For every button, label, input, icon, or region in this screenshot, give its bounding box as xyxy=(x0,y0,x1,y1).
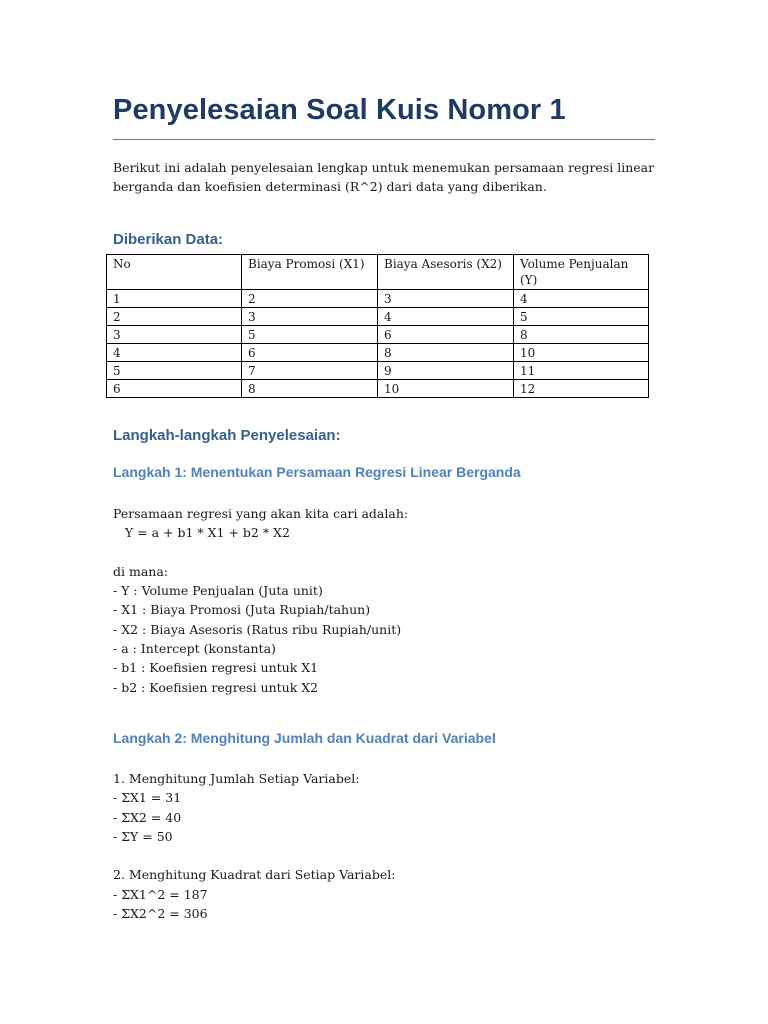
step2-line: - ΣX2^2 = 306 xyxy=(113,906,208,922)
step2-body xyxy=(113,769,673,923)
table-cell: 7 xyxy=(242,362,378,380)
table-cell: 10 xyxy=(378,380,514,398)
table-header-cell: Biaya Promosi (X1) xyxy=(242,255,378,290)
step1-line: - a : Intercept (konstanta) xyxy=(113,641,276,657)
table-row xyxy=(107,290,649,308)
intro-paragraph: Berikut ini adalah penyelesaian lengkap untuk menemukan persamaan regresi linear berganda dan koefisien determinasi (R^2) dari data yang diberikan. xyxy=(113,160,655,194)
step1-line: - X1 : Biaya Promosi (Juta Rupiah/tahun) xyxy=(113,602,371,618)
step2-line: - ΣY = 50 xyxy=(113,828,173,844)
step2-line xyxy=(113,846,673,865)
table-cell: 4 xyxy=(107,344,242,362)
table-cell: 5 xyxy=(107,362,242,380)
step1-line: - b1 : Koefisien regresi untuk X1 xyxy=(113,660,319,676)
title-underline xyxy=(113,139,655,140)
step1-line: Persamaan regresi yang akan kita cari adalah: xyxy=(113,506,409,521)
step1-heading: Langkah 1: Menentukan Persamaan Regresi Linear Berganda xyxy=(113,464,521,480)
table-header-cell: Biaya Asesoris (X2) xyxy=(378,255,514,290)
step1-line: - Y : Volume Penjualan (Juta unit) xyxy=(113,583,323,599)
step2-line: - ΣX2 = 40 xyxy=(113,809,182,825)
table-cell: 2 xyxy=(107,308,242,326)
step2-line: 1. Menghitung Jumlah Setiap Variabel: xyxy=(113,771,360,786)
table-cell: 2 xyxy=(242,290,378,308)
table-cell: 3 xyxy=(107,326,242,344)
step1-line xyxy=(113,543,673,562)
table-cell: 6 xyxy=(242,344,378,362)
step1-line: di mana: xyxy=(113,563,168,579)
table-cell: 3 xyxy=(378,290,514,308)
table-cell: 5 xyxy=(242,326,378,344)
table-row xyxy=(107,344,649,362)
step2-heading: Langkah 2: Menghitung Jumlah dan Kuadrat dari Variabel xyxy=(113,730,496,746)
table-cell: 4 xyxy=(514,290,649,308)
page-title: Penyelesaian Soal Kuis Nomor 1 xyxy=(113,94,566,126)
table-cell: 8 xyxy=(514,326,649,344)
given-data-heading: Diberikan Data: xyxy=(113,231,224,248)
table-cell: 8 xyxy=(378,344,514,362)
table-row xyxy=(107,308,649,326)
table-row xyxy=(107,326,649,344)
step1-body xyxy=(113,504,673,697)
table-cell: 1 xyxy=(107,290,242,308)
table-cell: 5 xyxy=(514,308,649,326)
step1-line: - X2 : Biaya Asesoris (Ratus ribu Rupiah/unit) xyxy=(113,621,402,637)
table-row xyxy=(107,362,649,380)
table-cell: 6 xyxy=(378,326,514,344)
table-header-cell: Volume Penjualan (Y) xyxy=(514,255,649,290)
table-row xyxy=(107,380,649,398)
steps-heading: Langkah-langkah Penyelesaian: xyxy=(113,427,341,444)
step2-line: 2. Menghitung Kuadrat dari Setiap Variabel: xyxy=(113,867,396,883)
table-cell: 10 xyxy=(514,344,649,362)
regression-equation: Y = a + b1 * X1 + b2 * X2 xyxy=(113,525,290,541)
table-cell: 9 xyxy=(378,362,514,380)
table-cell: 6 xyxy=(107,380,242,398)
data-table xyxy=(106,254,649,398)
table-cell: 11 xyxy=(514,362,649,380)
table-cell: 8 xyxy=(242,380,378,398)
table-header-cell: No xyxy=(107,255,242,290)
table-cell: 3 xyxy=(242,308,378,326)
table-cell: 4 xyxy=(378,308,514,326)
table-cell: 12 xyxy=(514,380,649,398)
step1-line: - b2 : Koefisien regresi untuk X2 xyxy=(113,679,319,695)
table-header-row xyxy=(107,255,649,290)
step2-line: - ΣX1^2 = 187 xyxy=(113,886,208,902)
step2-line: - ΣX1 = 31 xyxy=(113,790,182,806)
